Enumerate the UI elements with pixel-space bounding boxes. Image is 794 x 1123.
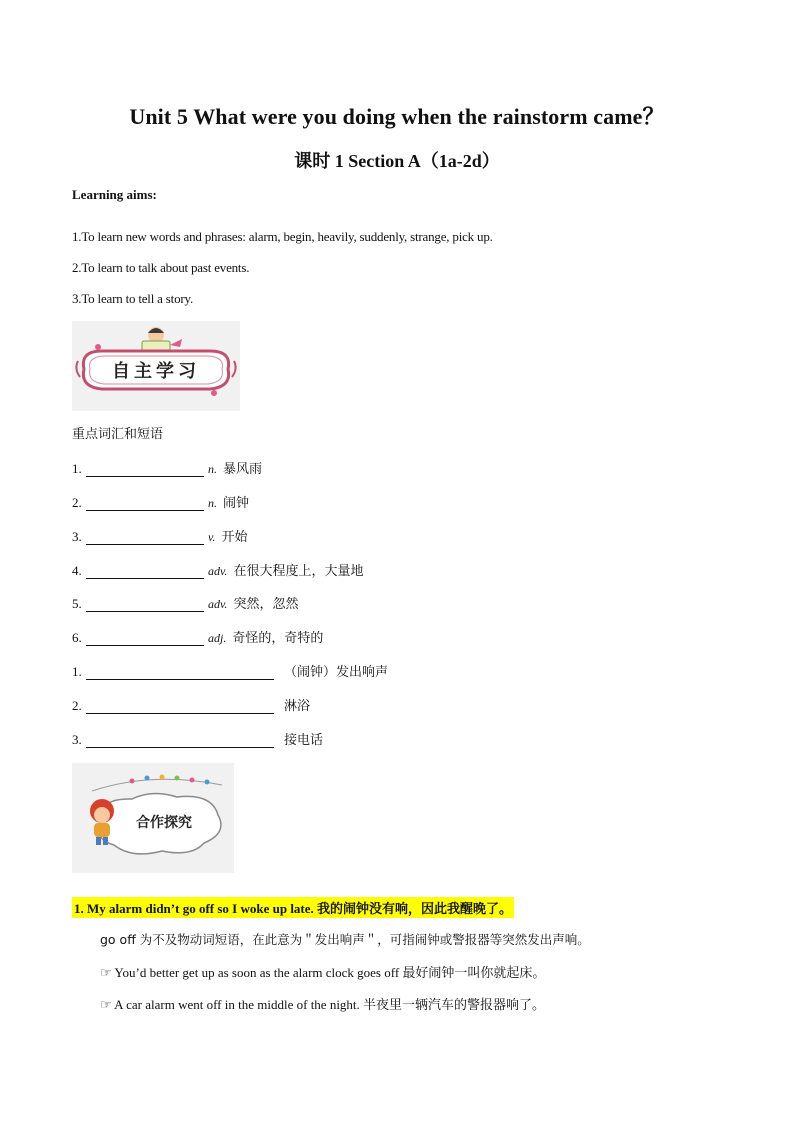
- word-meaning: 突然，忽然: [233, 597, 299, 612]
- word-number: 6.: [72, 630, 82, 645]
- key-point-1-cn: 我的闹钟没有响，因此我醒晚了。: [317, 902, 513, 917]
- word-pos: v.: [208, 530, 216, 544]
- phrase-row: [72, 729, 323, 748]
- word-blank[interactable]: [86, 462, 204, 477]
- word-meaning: 暴风雨: [223, 462, 263, 477]
- word-pos: adv.: [208, 597, 228, 611]
- cooperation-banner: [72, 763, 234, 873]
- word-number: 2.: [72, 495, 82, 510]
- phrase-row: [72, 695, 310, 714]
- word-blank[interactable]: [86, 496, 204, 511]
- phrase-row: [72, 661, 388, 680]
- phrase-number: 3.: [72, 732, 82, 747]
- word-meaning: 闹钟: [223, 496, 250, 511]
- note-example-2: ☞ A car alarm went off in the middle of the night. 半夜里一辆汽车的警报器响了。: [100, 997, 546, 1012]
- word-number: 4.: [72, 563, 82, 578]
- key-point-1-en: 1. My alarm didn’t go off so I woke up late.: [74, 901, 314, 916]
- phrase-meaning: （闹钟）发出响声: [284, 665, 389, 680]
- word-meaning: 开始: [221, 530, 248, 545]
- phrase-blank[interactable]: [86, 699, 274, 714]
- word-meaning: 奇怪的，奇特的: [232, 631, 324, 646]
- word-row: [72, 492, 249, 511]
- self-study-banner: [72, 321, 240, 411]
- learning-aim-1: 1.To learn new words and phrases: alarm, begin, heavily, suddenly, strange, pick up.: [72, 229, 493, 244]
- phrase-meaning: 接电话: [284, 733, 324, 748]
- word-number: 5.: [72, 596, 82, 611]
- self-study-banner-text: 自主学习: [112, 361, 200, 382]
- word-pos: adv.: [208, 564, 228, 578]
- learning-aim-2: 2.To learn to talk about past events.: [72, 260, 250, 275]
- phrase-number: 2.: [72, 698, 82, 713]
- word-blank[interactable]: [86, 530, 204, 545]
- word-row: [72, 627, 323, 646]
- phrase-number: 1.: [72, 664, 82, 679]
- key-point-1: [72, 897, 514, 918]
- word-blank[interactable]: [86, 564, 204, 579]
- learning-aims-heading: Learning aims:: [72, 187, 157, 202]
- word-number: 1.: [72, 461, 82, 476]
- page-title: Unit 5 What were you doing when the rainstorm came？: [129, 104, 665, 129]
- phrase-blank[interactable]: [86, 733, 274, 748]
- word-blank[interactable]: [86, 631, 204, 646]
- word-blank[interactable]: [86, 597, 204, 612]
- word-pos: n.: [208, 496, 217, 510]
- cooperation-banner-text: 合作探究: [136, 815, 192, 831]
- word-row: [72, 458, 262, 477]
- cooperation-banner-art: [72, 763, 234, 873]
- phrase-blank[interactable]: [86, 665, 274, 680]
- note-example-1: ☞ You’d better get up as soon as the alarm clock goes off 最好闹钟一叫你就起床。: [100, 965, 546, 980]
- word-row: [72, 593, 298, 612]
- word-pos: n.: [208, 462, 217, 476]
- word-row: [72, 560, 363, 579]
- word-row: [72, 526, 247, 545]
- word-number: 3.: [72, 529, 82, 544]
- word-meaning: 在很大程度上，大量地: [233, 564, 364, 579]
- self-study-banner-art: [72, 321, 240, 411]
- vocab-heading: 重点词汇和短语: [72, 427, 164, 442]
- page-subtitle: 课时 1 Section A（1a-2d）: [294, 151, 500, 171]
- note-explanation: go off 为不及物动词短语，在此意为＂发出响声＂，可指闹钟或警报器等突然发出声响。: [100, 932, 590, 947]
- learning-aim-3: 3.To learn to tell a story.: [72, 291, 194, 306]
- word-pos: adj.: [208, 631, 227, 645]
- phrase-meaning: 淋浴: [284, 699, 311, 714]
